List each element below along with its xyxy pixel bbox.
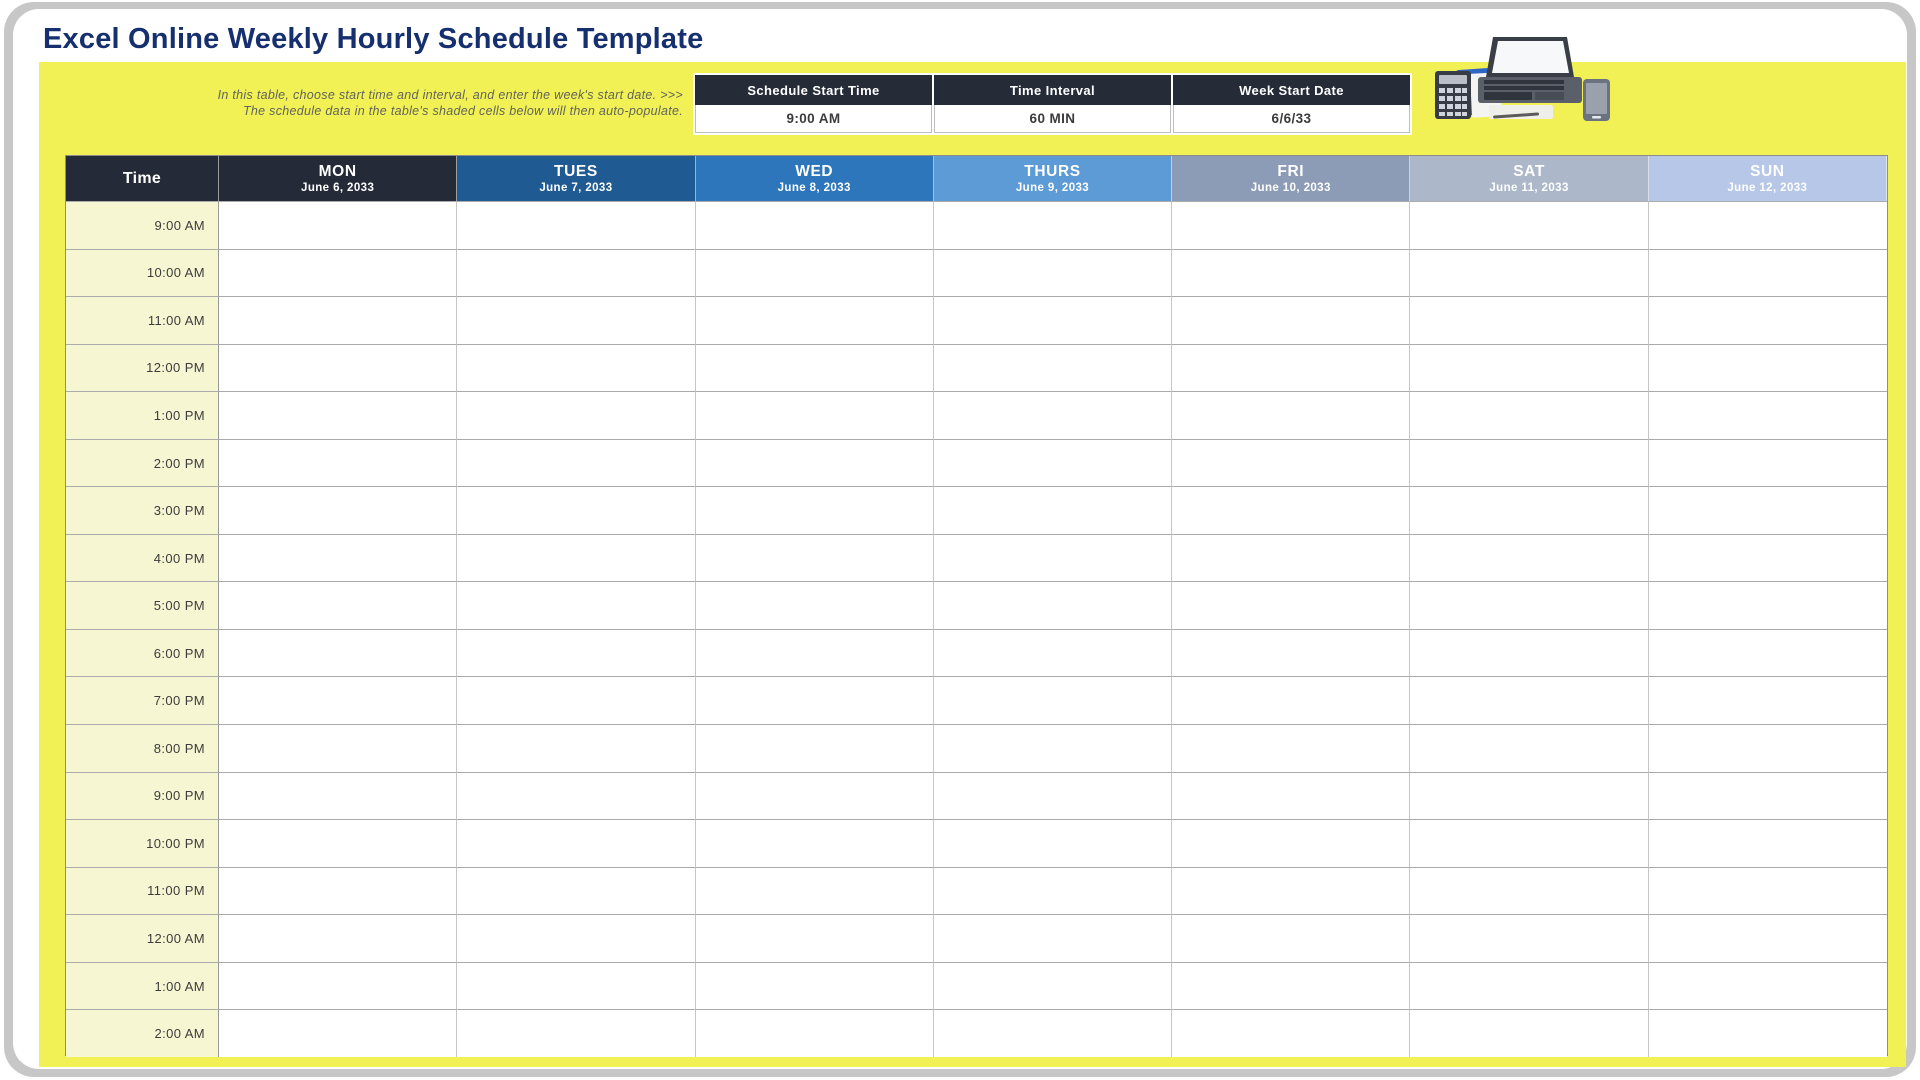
schedule-cell-tues[interactable] xyxy=(457,296,695,344)
time-label-cell: 3:00 PM xyxy=(66,486,219,534)
schedule-cell-sun[interactable] xyxy=(1649,486,1887,534)
schedule-cell-fri[interactable] xyxy=(1172,439,1410,487)
schedule-cell-sat[interactable] xyxy=(1410,344,1648,392)
schedule-cell-sun[interactable] xyxy=(1649,1009,1887,1057)
time-label-cell: 11:00 PM xyxy=(66,867,219,915)
setting-label: Schedule Start Time xyxy=(695,75,932,105)
schedule-cell-mon[interactable] xyxy=(219,249,457,297)
schedule-cell-thurs[interactable] xyxy=(934,772,1172,820)
setting-week-start-date xyxy=(1173,75,1410,133)
day-header-mon xyxy=(219,156,457,201)
schedule-cell-wed[interactable] xyxy=(696,581,934,629)
day-date: June 8, 2033 xyxy=(777,181,851,194)
day-date: June 7, 2033 xyxy=(539,181,613,194)
schedule-cell-thurs[interactable] xyxy=(934,1009,1172,1057)
schedule-cell-thurs[interactable] xyxy=(934,344,1172,392)
schedule-cell-mon[interactable] xyxy=(219,819,457,867)
schedule-cell-wed[interactable] xyxy=(696,201,934,249)
schedule-table xyxy=(65,155,1888,1056)
schedule-cell-sun[interactable] xyxy=(1649,867,1887,915)
schedule-cell-fri[interactable] xyxy=(1172,249,1410,297)
schedule-cell-wed[interactable] xyxy=(696,629,934,677)
schedule-cell-wed[interactable] xyxy=(696,914,934,962)
schedule-cell-sun[interactable] xyxy=(1649,201,1887,249)
schedule-cell-thurs[interactable] xyxy=(934,962,1172,1010)
day-header-wed xyxy=(696,156,934,201)
schedule-cell-thurs[interactable] xyxy=(934,724,1172,772)
schedule-cell-wed[interactable] xyxy=(696,439,934,487)
time-label-cell: 1:00 AM xyxy=(66,962,219,1010)
day-name: SUN xyxy=(1750,162,1785,180)
schedule-cell-fri[interactable] xyxy=(1172,724,1410,772)
schedule-cell-mon[interactable] xyxy=(219,962,457,1010)
day-header-tues xyxy=(457,156,695,201)
instructions-line-2: The schedule data in the table's shaded cells below will then auto-populate. xyxy=(242,104,683,118)
schedule-cell-sun[interactable] xyxy=(1649,914,1887,962)
time-label-cell: 7:00 PM xyxy=(66,676,219,724)
setting-label: Time Interval xyxy=(934,75,1171,105)
schedule-cell-mon[interactable] xyxy=(219,344,457,392)
schedule-cell-sat[interactable] xyxy=(1410,1009,1648,1057)
schedule-cell-mon[interactable] xyxy=(219,201,457,249)
template-card xyxy=(13,9,1907,1069)
day-header-sat xyxy=(1410,156,1648,201)
schedule-cell-mon[interactable] xyxy=(219,1009,457,1057)
time-column-header: Time xyxy=(66,156,219,201)
schedule-cell-sat[interactable] xyxy=(1410,486,1648,534)
schedule-cell-wed[interactable] xyxy=(696,867,934,915)
schedule-cell-tues[interactable] xyxy=(457,867,695,915)
instructions-line-1: In this table, choose start time and interval, and enter the week's start date. >>> xyxy=(217,88,683,102)
schedule-cell-sat[interactable] xyxy=(1410,439,1648,487)
schedule-cell-tues[interactable] xyxy=(457,629,695,677)
schedule-cell-fri[interactable] xyxy=(1172,772,1410,820)
schedule-cell-tues[interactable] xyxy=(457,676,695,724)
schedule-cell-sat[interactable] xyxy=(1410,772,1648,820)
schedule-cell-sun[interactable] xyxy=(1649,629,1887,677)
schedule-cell-sun[interactable] xyxy=(1649,772,1887,820)
day-name: TUES xyxy=(554,162,598,180)
time-label-cell: 6:00 PM xyxy=(66,629,219,677)
day-header-sun xyxy=(1649,156,1887,201)
schedule-cell-sat[interactable] xyxy=(1410,914,1648,962)
time-label-cell: 12:00 AM xyxy=(66,914,219,962)
schedule-cell-fri[interactable] xyxy=(1172,1009,1410,1057)
schedule-cell-sat[interactable] xyxy=(1410,581,1648,629)
schedule-cell-fri[interactable] xyxy=(1172,962,1410,1010)
schedule-cell-fri[interactable] xyxy=(1172,344,1410,392)
schedule-cell-sat[interactable] xyxy=(1410,534,1648,582)
schedule-cell-sun[interactable] xyxy=(1649,676,1887,724)
schedule-cell-fri[interactable] xyxy=(1172,581,1410,629)
schedule-cell-wed[interactable] xyxy=(696,676,934,724)
schedule-cell-thurs[interactable] xyxy=(934,819,1172,867)
schedule-cell-thurs[interactable] xyxy=(934,914,1172,962)
schedule-cell-thurs[interactable] xyxy=(934,581,1172,629)
week-start-date-value[interactable]: 6/6/33 xyxy=(1173,105,1410,133)
schedule-cell-fri[interactable] xyxy=(1172,819,1410,867)
schedule-cell-wed[interactable] xyxy=(696,772,934,820)
schedule-cell-wed[interactable] xyxy=(696,249,934,297)
page-title: Excel Online Weekly Hourly Schedule Template xyxy=(43,23,704,55)
schedule-cell-wed[interactable] xyxy=(696,819,934,867)
schedule-cell-sun[interactable] xyxy=(1649,534,1887,582)
setting-schedule-start-time xyxy=(695,75,932,133)
schedule-cell-sun[interactable] xyxy=(1649,344,1887,392)
schedule-cell-wed[interactable] xyxy=(696,344,934,392)
schedule-cell-wed[interactable] xyxy=(696,962,934,1010)
schedule-cell-fri[interactable] xyxy=(1172,486,1410,534)
day-name: THURS xyxy=(1024,162,1081,180)
time-label-cell: 5:00 PM xyxy=(66,581,219,629)
schedule-cell-tues[interactable] xyxy=(457,1009,695,1057)
schedule-cell-thurs[interactable] xyxy=(934,676,1172,724)
schedule-cell-thurs[interactable] xyxy=(934,534,1172,582)
time-label-cell: 4:00 PM xyxy=(66,534,219,582)
schedule-cell-tues[interactable] xyxy=(457,581,695,629)
schedule-cell-fri[interactable] xyxy=(1172,676,1410,724)
schedule-cell-mon[interactable] xyxy=(219,867,457,915)
schedule-cell-sat[interactable] xyxy=(1410,962,1648,1010)
schedule-cell-wed[interactable] xyxy=(696,391,934,439)
schedule-cell-wed[interactable] xyxy=(696,724,934,772)
schedule-cell-sun[interactable] xyxy=(1649,249,1887,297)
laptop-icon xyxy=(1478,37,1582,103)
schedule-cell-mon[interactable] xyxy=(219,534,457,582)
schedule-cell-mon[interactable] xyxy=(219,914,457,962)
schedule-cell-tues[interactable] xyxy=(457,534,695,582)
schedule-cell-thurs[interactable] xyxy=(934,249,1172,297)
day-date: June 9, 2033 xyxy=(1015,181,1090,194)
calculator-icon xyxy=(1435,71,1471,119)
time-label-cell: 2:00 PM xyxy=(66,439,219,487)
schedule-cell-mon[interactable] xyxy=(219,486,457,534)
schedule-cell-mon[interactable] xyxy=(219,724,457,772)
schedule-cell-tues[interactable] xyxy=(457,439,695,487)
day-header-thurs xyxy=(934,156,1172,201)
time-label-cell: 9:00 PM xyxy=(66,772,219,820)
schedule-cell-fri[interactable] xyxy=(1172,296,1410,344)
schedule-cell-tues[interactable] xyxy=(457,201,695,249)
schedule-cell-tues[interactable] xyxy=(457,724,695,772)
schedule-cell-wed[interactable] xyxy=(696,1009,934,1057)
schedule-cell-tues[interactable] xyxy=(457,249,695,297)
schedule-cell-sat[interactable] xyxy=(1410,201,1648,249)
time-label-cell: 11:00 AM xyxy=(66,296,219,344)
schedule-cell-tues[interactable] xyxy=(457,914,695,962)
schedule-cell-tues[interactable] xyxy=(457,486,695,534)
phone-icon xyxy=(1583,79,1610,121)
day-name: SAT xyxy=(1513,162,1545,180)
schedule-cell-tues[interactable] xyxy=(457,962,695,1010)
schedule-cell-mon[interactable] xyxy=(219,772,457,820)
schedule-cell-sun[interactable] xyxy=(1649,819,1887,867)
schedule-cell-sun[interactable] xyxy=(1649,391,1887,439)
schedule-cell-sun[interactable] xyxy=(1649,296,1887,344)
setting-label: Week Start Date xyxy=(1173,75,1410,105)
schedule-cell-sun[interactable] xyxy=(1649,962,1887,1010)
schedule-cell-fri[interactable] xyxy=(1172,867,1410,915)
schedule-cell-sat[interactable] xyxy=(1410,867,1648,915)
time-label-cell: 12:00 PM xyxy=(66,344,219,392)
time-label-cell: 1:00 PM xyxy=(66,391,219,439)
schedule-cell-wed[interactable] xyxy=(696,534,934,582)
schedule-cell-fri[interactable] xyxy=(1172,914,1410,962)
day-date: June 6, 2033 xyxy=(301,181,375,194)
day-name: WED xyxy=(795,162,834,180)
settings-bar xyxy=(693,73,1412,135)
schedule-cell-thurs[interactable] xyxy=(934,296,1172,344)
day-header-fri xyxy=(1172,156,1410,201)
schedule-cell-mon[interactable] xyxy=(219,629,457,677)
schedule-cell-thurs[interactable] xyxy=(934,629,1172,677)
schedule-cell-sun[interactable] xyxy=(1649,724,1887,772)
time-label-cell: 8:00 PM xyxy=(66,724,219,772)
schedule-cell-wed[interactable] xyxy=(696,486,934,534)
devices-illustration xyxy=(1431,21,1623,123)
day-date: June 12, 2033 xyxy=(1727,181,1808,194)
schedule-cell-tues[interactable] xyxy=(457,391,695,439)
day-date: June 10, 2033 xyxy=(1250,181,1331,194)
time-label-cell: 10:00 AM xyxy=(66,249,219,297)
schedule-cell-mon[interactable] xyxy=(219,391,457,439)
schedule-cell-thurs[interactable] xyxy=(934,486,1172,534)
schedule-cell-mon[interactable] xyxy=(219,439,457,487)
time-interval-value[interactable]: 60 MIN xyxy=(934,105,1171,133)
schedule-cell-sat[interactable] xyxy=(1410,296,1648,344)
schedule-cell-sun[interactable] xyxy=(1649,439,1887,487)
schedule-cell-thurs[interactable] xyxy=(934,201,1172,249)
day-date: June 11, 2033 xyxy=(1489,181,1569,194)
schedule-start-time-value[interactable]: 9:00 AM xyxy=(695,105,932,133)
time-label-cell: 9:00 AM xyxy=(66,201,219,249)
schedule-cell-sat[interactable] xyxy=(1410,676,1648,724)
schedule-cell-wed[interactable] xyxy=(696,296,934,344)
schedule-cell-tues[interactable] xyxy=(457,772,695,820)
schedule-cell-sat[interactable] xyxy=(1410,629,1648,677)
schedule-cell-thurs[interactable] xyxy=(934,867,1172,915)
schedule-cell-tues[interactable] xyxy=(457,819,695,867)
schedule-cell-mon[interactable] xyxy=(219,296,457,344)
setting-time-interval xyxy=(934,75,1171,133)
schedule-cell-thurs[interactable] xyxy=(934,391,1172,439)
schedule-cell-sun[interactable] xyxy=(1649,581,1887,629)
schedule-cell-sat[interactable] xyxy=(1410,819,1648,867)
time-label-cell: 2:00 AM xyxy=(66,1009,219,1057)
schedule-cell-sat[interactable] xyxy=(1410,724,1648,772)
schedule-cell-fri[interactable] xyxy=(1172,391,1410,439)
schedule-cell-thurs[interactable] xyxy=(934,439,1172,487)
day-name: FRI xyxy=(1277,162,1305,180)
schedule-cell-fri[interactable] xyxy=(1172,534,1410,582)
day-name: MON xyxy=(318,162,357,180)
schedule-cell-fri[interactable] xyxy=(1172,629,1410,677)
schedule-cell-sat[interactable] xyxy=(1410,249,1648,297)
schedule-cell-tues[interactable] xyxy=(457,344,695,392)
schedule-cell-sat[interactable] xyxy=(1410,391,1648,439)
schedule-cell-mon[interactable] xyxy=(219,676,457,724)
time-label-cell: 10:00 PM xyxy=(66,819,219,867)
schedule-cell-fri[interactable] xyxy=(1172,201,1410,249)
instructions-text xyxy=(213,87,683,119)
schedule-cell-mon[interactable] xyxy=(219,581,457,629)
